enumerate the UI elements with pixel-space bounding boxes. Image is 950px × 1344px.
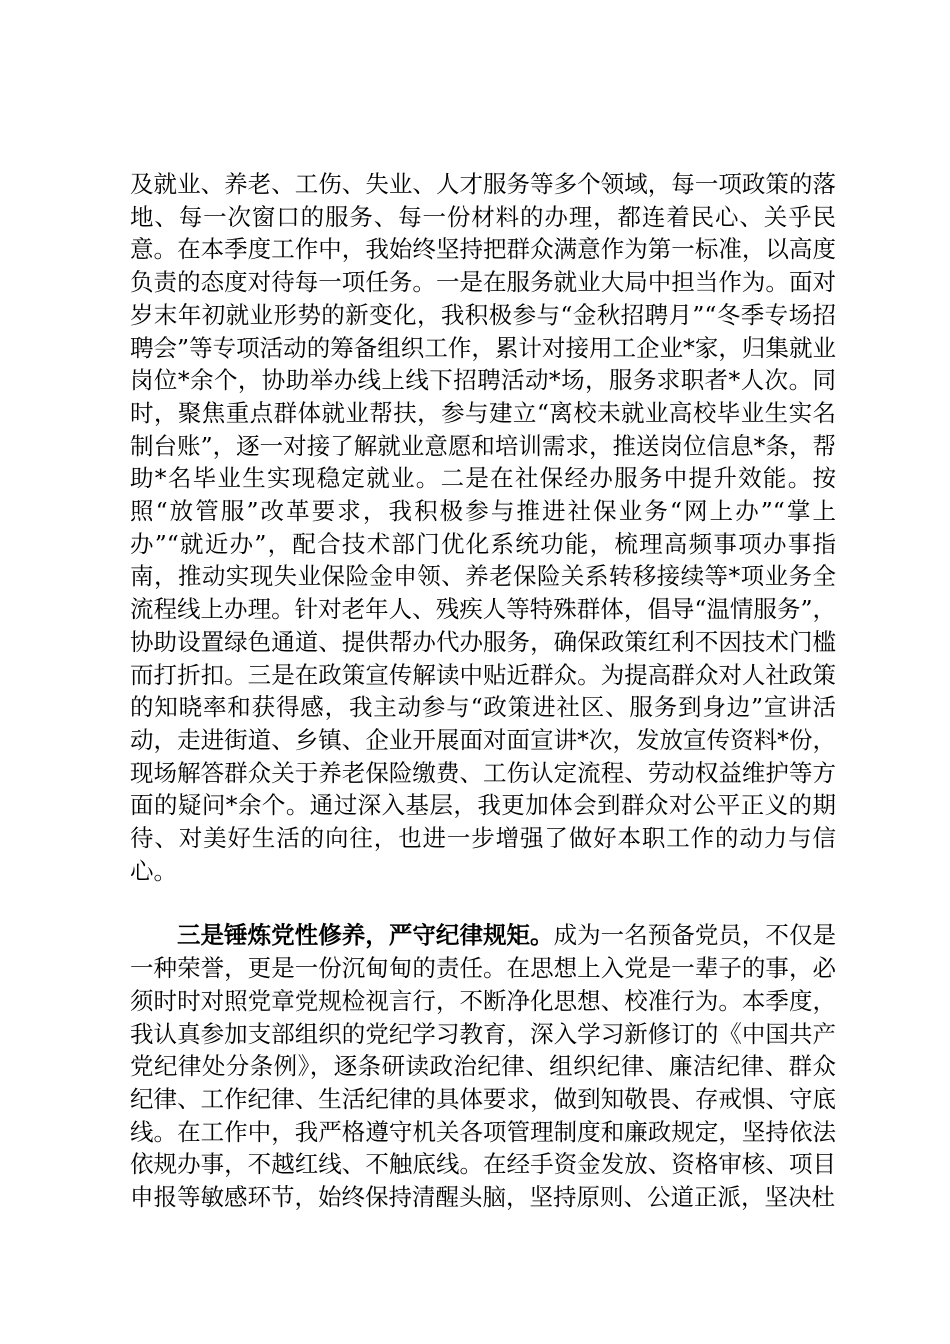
paragraph-party-discipline [130,919,836,1213]
document-page [130,168,836,1214]
paragraph-lead-heading: 三是锤炼党性修养，严守纪律规矩。 [177,921,554,950]
paragraph-service-work: 及就业、养老、工伤、失业、人才服务等多个领域，每一项政策的落地、每一次窗口的服务、每一份材料的办理，都连着民心、关乎民意。在本季度工作中，我始终坚持把群众满意作为第一标准，以高度负责的态度对待每一项任务。一是在服务就业大局中担当作为。面对岁末年初就业形势的新变化，我积极参与“金秋招聘月”“冬季专场招聘会”等专项活动的筹备组织工作，累计对接用工企业*家，归集就业岗位*余个，协助举办线上线下招聘活动*场，服务求职者*人次。同时，聚焦重点群体就业帮扶，参与建立“离校未就业高校毕业生实名制台账”，逐一对接了解就业意愿和培训需求，推送岗位信息*条，帮助*名毕业生实现稳定就业。二是在社保经办服务中提升效能。按照“放管服”改革要求，我积极参与推进社保业务“网上办”“掌上办”“就近办”，配合技术部门优化系统功能，梳理高频事项办事指南，推动实现失业保险金申领、养老保险关系转移接续等*项业务全流程线上办理。针对老年人、残疾人等特殊群体，倡导“温情服务”，协助设置绿色通道、提供帮办代办服务，确保政策红利不因技术门槛而打折扣。三是在政策宣传解读中贴近群众。为提高群众对人社政策的知晓率和获得感，我主动参与“政策进社区、服务到身边”宣讲活动，走进街道、乡镇、企业开展面对面宣讲*次，发放宣传资料*份，现场解答群众关于养老保险缴费、工伤认定流程、劳动权益维护等方面的疑问*余个。通过深入基层，我更加体会到群众对公平正义的期待、对美好生活的向往，也进一步增强了做好本职工作的动力与信心。 [130,170,836,885]
paragraph-body-text: 成为一名预备党员，不仅是一种荣誉，更是一份沉甸甸的责任。在思想上入党是一辈子的事，必须时时对照党章党规检视言行，不断净化思想、校准行为。本季度，我认真参加支部组织的党纪学习教育，深入学习新修订的《中国共产党纪律处分条例》，逐条研读政治纪律、组织纪律、廉洁纪律、群众纪律、工作纪律、生活纪律的具体要求，做到知敬畏、存戒惧、守底线。在工作中，我严格遵守机关各项管理制度和廉政规定，坚持依法依规办事，不越红线、不触底线。在经手资金发放、资格审核、项目申报等敏感环节，始终保持清醒头脑，坚持原则、公道正派，坚决杜 [130,921,837,1212]
